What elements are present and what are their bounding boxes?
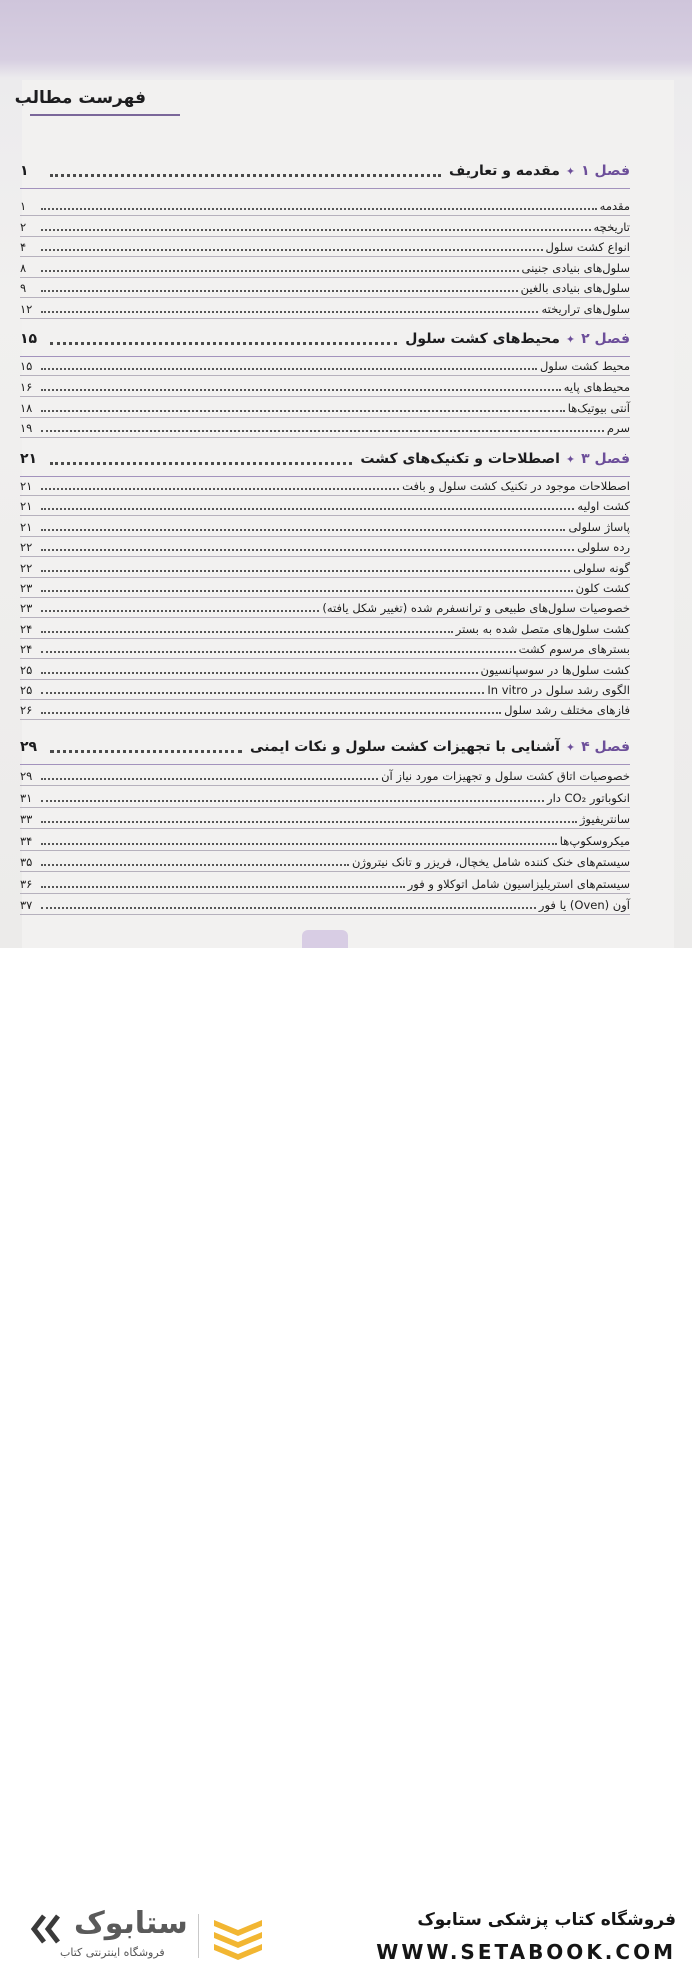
chapter-heading[interactable] (20, 734, 630, 760)
chapter-page-number: ۱۵ (20, 331, 38, 347)
toc-entry[interactable] (20, 194, 630, 215)
entry-title: آون (Oven) یا فور (538, 898, 630, 912)
dot-leader (41, 821, 577, 823)
entry-page-number: ۱۲ (20, 302, 33, 316)
dot-leader (41, 590, 573, 592)
entry-rule (20, 318, 630, 319)
toc-entry[interactable] (20, 637, 630, 658)
entry-page-number: ۳۵ (20, 855, 33, 869)
toc-entry[interactable] (20, 829, 630, 850)
dot-leader (41, 651, 516, 653)
entry-page-number: ۴ (20, 240, 27, 255)
entry-title: اصطلاحات موجود در تکنیک کشت سلول و بافت (402, 479, 630, 493)
dot-leader (41, 692, 484, 694)
dot-leader (41, 672, 478, 674)
toc-entry[interactable] (20, 698, 630, 719)
entry-page-number: ۲۱ (20, 479, 33, 493)
toc-title: فهرست مطالب (14, 88, 146, 108)
entry-page-number: ۲۳ (20, 601, 33, 616)
entry-title: انواع کشت سلول (545, 240, 630, 255)
chapter-label (581, 163, 630, 179)
diamond-icon: ✦ (565, 332, 576, 346)
diamond-icon: ✦ (565, 740, 576, 754)
chapter-heading[interactable] (20, 446, 630, 472)
toc-entry[interactable] (20, 256, 630, 277)
toc-entry[interactable] (20, 416, 630, 437)
chapter-prefix: فصل (594, 163, 630, 179)
entry-title: کشت سلول‌های متصل شده به بستر (455, 621, 630, 636)
dot-leader (41, 311, 538, 313)
dot-leader (41, 864, 349, 866)
toc-entry[interactable] (20, 786, 630, 807)
chapter-label (581, 451, 630, 467)
chapter-page-number: ۲۹ (20, 739, 38, 755)
diamond-icon: ✦ (565, 452, 576, 466)
dot-leader (50, 750, 242, 753)
toc-entry[interactable] (20, 535, 630, 556)
dot-leader (41, 886, 405, 888)
dot-leader (41, 631, 453, 633)
entry-page-number: ۲۱ (20, 519, 33, 534)
dot-leader (41, 549, 574, 551)
toc-entry[interactable] (20, 678, 630, 699)
entry-page-number: ۳۳ (20, 812, 33, 826)
dot-leader (41, 610, 319, 612)
toc-entry[interactable] (20, 494, 630, 515)
shop-name: فروشگاه کتاب پزشکی ستابوک (417, 1910, 676, 1930)
dot-leader (41, 570, 570, 572)
entry-title: الگوی رشد سلول در In vitro (487, 683, 630, 697)
toc-entry[interactable] (20, 396, 630, 417)
entry-title: مقدمه (599, 199, 630, 213)
logo-divider (198, 1914, 199, 1958)
dot-leader (41, 778, 378, 780)
entry-title: فازهای مختلف رشد سلول (504, 703, 630, 718)
dot-leader (41, 712, 501, 714)
dot-leader (41, 249, 543, 251)
chapter-title: آشنایی با تجهیزات کشت سلول و نکات ایمنی (250, 739, 560, 755)
dot-leader (41, 270, 519, 272)
logo-subtitle: فروشگاه اینترنتی کتاب (60, 1946, 165, 1959)
entry-title: محیط کشت سلول (539, 359, 630, 373)
entry-page-number: ۲۹ (20, 769, 33, 783)
entry-page-number: ۳۶ (20, 876, 33, 891)
book-stack-icon (208, 1906, 268, 1962)
entry-page-number: ۲۲ (20, 540, 33, 555)
entry-page-number: ۲۴ (20, 642, 33, 657)
entry-page-number: ۲۴ (20, 621, 33, 636)
chapter-label (581, 331, 630, 347)
dot-leader (41, 229, 591, 231)
entry-title: آنتی بیوتیک‌ها (567, 400, 630, 415)
entry-page-number: ۱۶ (20, 379, 33, 394)
dot-leader (41, 410, 565, 412)
toc-entry[interactable] (20, 235, 630, 256)
dot-leader (41, 368, 537, 370)
toc-entry[interactable] (20, 474, 630, 495)
toc-entry[interactable] (20, 596, 630, 617)
chevrons-icon (30, 1912, 70, 1946)
toc-entry[interactable] (20, 354, 630, 375)
shop-url[interactable]: WWW.SETABOOK.COM (376, 1940, 676, 1964)
toc-entry[interactable] (20, 617, 630, 638)
entry-title: سیستم‌های استریلیزاسیون شامل اتوکلاو و فور (407, 876, 630, 891)
dot-leader (50, 174, 441, 177)
chapter-page-number: ۲۱ (20, 451, 38, 467)
dot-leader (41, 843, 557, 845)
chapter-prefix: فصل (594, 331, 630, 347)
entry-page-number: ۱۵ (20, 359, 33, 373)
title-rule (30, 114, 180, 116)
toc-entry[interactable] (20, 658, 630, 679)
entry-page-number: ۳۷ (20, 898, 33, 912)
setabook-logo (30, 1906, 270, 1964)
entry-title: بسترهای مرسوم کشت (518, 642, 630, 657)
entry-title: خصوصیات سلول‌های طبیعی و ترانسفرم شده (تغییر شکل یافته) (322, 601, 630, 616)
dot-leader (41, 907, 536, 909)
entry-title: محیط‌های پایه (563, 379, 630, 394)
book-page (0, 0, 692, 948)
entry-title: کشت کلون (575, 581, 630, 595)
entry-title: سلول‌های تراریخته (541, 302, 630, 316)
entry-title: سلول‌های بنیادی بالغین (520, 281, 630, 296)
entry-page-number: ۲۳ (20, 581, 33, 595)
toc-entry[interactable] (20, 297, 630, 318)
chapter-title: اصطلاحات و تکنیک‌های کشت (360, 451, 560, 467)
entry-page-number: ۲۲ (20, 560, 33, 575)
entry-title: پاساژ سلولی (568, 519, 630, 534)
entry-page-number: ۲۵ (20, 683, 33, 697)
dot-leader (41, 508, 574, 510)
dot-leader (41, 800, 544, 802)
chapter-label (581, 739, 630, 755)
entry-page-number: ۳۴ (20, 833, 33, 848)
entry-title: گونه سلولی (573, 560, 630, 575)
toc-entry[interactable] (20, 764, 630, 785)
toc-entry[interactable] (20, 872, 630, 893)
chapter-heading[interactable] (20, 158, 630, 184)
entry-page-number: ۲۱ (20, 499, 33, 514)
footer-banner (0, 948, 692, 1964)
toc-entry[interactable] (20, 850, 630, 871)
entry-title: سیستم‌های خنک کننده شامل یخچال، فریزر و تانک نیتروژن (351, 855, 630, 869)
toc-entry[interactable] (20, 807, 630, 828)
entry-title: میکروسکوپ‌ها (559, 833, 630, 848)
chapter-title: محیط‌های کشت سلول (405, 331, 560, 347)
chapter-number: ۴ (581, 739, 590, 755)
entry-title: سانتریفیوژ (579, 812, 630, 826)
diamond-icon: ✦ (565, 164, 576, 178)
chapter-page-number: ۱ (20, 163, 29, 179)
chapter-prefix: فصل (594, 739, 630, 755)
toc-entry[interactable] (20, 215, 630, 236)
entry-rule (20, 437, 630, 438)
dot-leader (50, 462, 352, 465)
chapter-number: ۲ (581, 331, 590, 347)
entry-page-number: ۲۵ (20, 662, 33, 677)
entry-title: تاریخچه (593, 219, 630, 234)
entry-title: سرم (606, 421, 630, 436)
chapter-title: مقدمه و تعاریف (449, 163, 560, 179)
entry-title: خصوصیات اتاق کشت سلول و تجهیزات مورد نیاز آن (381, 769, 630, 783)
chapter-number: ۱ (581, 163, 590, 179)
entry-title: انکوباتور CO₂ دار (547, 790, 630, 805)
entry-page-number: ۱۸ (20, 400, 33, 415)
logo-wordmark: ستابوک (74, 1906, 188, 1941)
dot-leader (41, 430, 604, 432)
toc-entry[interactable] (20, 276, 630, 297)
dot-leader (41, 529, 565, 531)
dot-leader (41, 208, 597, 210)
dot-leader (41, 488, 399, 490)
toc-entry[interactable] (20, 556, 630, 577)
entry-rule (20, 719, 630, 720)
entry-title: کشت سلول‌ها در سوسپانسیون (480, 662, 630, 677)
entry-page-number: ۱۹ (20, 421, 33, 436)
chapter-heading[interactable] (20, 326, 630, 352)
dot-leader (50, 342, 397, 345)
dot-leader (41, 389, 561, 391)
dot-leader (41, 290, 518, 292)
entry-page-number: ۸ (20, 260, 27, 275)
toc-entry[interactable] (20, 375, 630, 396)
chapter-rule (20, 188, 630, 189)
entry-page-number: ۲۶ (20, 703, 33, 718)
page-tab (302, 930, 348, 948)
entry-title: کشت اولیه (577, 499, 630, 514)
toc-entry[interactable] (20, 576, 630, 597)
entry-page-number: ۹ (20, 281, 27, 296)
chapter-number: ۳ (581, 451, 590, 467)
entry-page-number: ۲ (20, 219, 27, 234)
toc-entry[interactable] (20, 893, 630, 914)
entry-title: رده سلولی (577, 540, 630, 555)
entry-rule (20, 914, 630, 915)
entry-page-number: ۱ (20, 199, 27, 213)
toc-entry[interactable] (20, 515, 630, 536)
entry-page-number: ۳۱ (20, 790, 33, 805)
entry-title: سلول‌های بنیادی جنینی (521, 260, 630, 275)
chapter-prefix: فصل (594, 451, 630, 467)
